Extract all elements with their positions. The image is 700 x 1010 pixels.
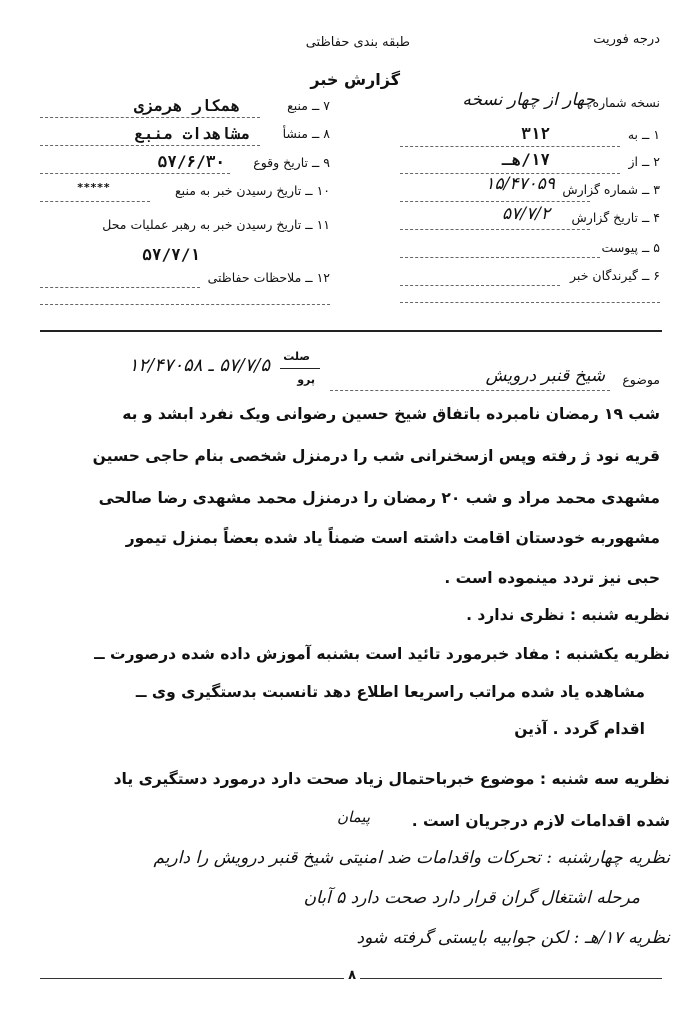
security-notes-label: ۱۲ ــ ملاحظات حفاظتی — [207, 270, 330, 285]
received-by-leader-value: ۵۷/۷/۱ — [142, 245, 200, 264]
report-date-line — [400, 229, 590, 230]
subject-label: موضوع — [622, 372, 660, 387]
received-by-leader-label: ۱۱ ــ تاریخ رسیدن خبر به رهبر عملیات محل — [102, 217, 330, 232]
report-number-label: ۳ ــ شماره گزارش — [562, 182, 660, 197]
page-number: ۸ — [344, 968, 360, 983]
classification-label: طبقه بندی حفاظتی — [305, 35, 410, 50]
attachment-label: ۵ ــ پیوست — [601, 240, 660, 255]
from-label: ۲ ــ از — [628, 154, 660, 169]
received-by-source-label: ۱۰ ــ تاریخ رسیدن خبر به منبع — [175, 183, 330, 198]
signature-short: پیمان — [337, 808, 370, 826]
from-value: ۱۷/هـ — [501, 150, 550, 169]
opinion-sunday-2: مشاهده یاد شده مراتب راسریعا اطلاع دهد تانسبت بدستگیری وی ــ — [135, 683, 645, 701]
received-by-source-value: ***** — [76, 181, 110, 194]
opinion-sunday-3: اقدام گردد . آذین — [514, 720, 645, 738]
header-divider — [40, 330, 662, 332]
security-notes-line — [40, 287, 200, 288]
body-line-1: شب ۱۹ رمضان نامبرده باتفاق شیخ حسین رضوانی ویک نفرد ابشد و به — [122, 405, 660, 423]
report-title: گزارش خبر — [310, 70, 400, 89]
copy-number-label: نسخه شماره — [592, 95, 660, 110]
source-label: ۷ ــ منبع — [287, 98, 330, 113]
origin-label: ۸ ــ منشأ — [282, 126, 330, 141]
occurrence-date-label: ۹ ــ تاریخ وقوع — [253, 155, 330, 170]
origin-line — [40, 145, 260, 146]
recipients-label: ۶ ــ گیرندگان خبر — [570, 268, 660, 283]
occurrence-date-line — [40, 173, 230, 174]
handwritten-line-2: مرحله اشتغال گران قرار دارد صحت دارد ۵ آبان — [303, 888, 640, 908]
recipients-line-2 — [400, 302, 660, 303]
origin-value: مشاهدات منبع — [134, 124, 250, 143]
opinion-tuesday-2: شده اقدامات لازم درجریان است . — [411, 812, 670, 830]
filing-bottom: پرو — [297, 373, 315, 386]
recipients-line — [400, 285, 560, 286]
filing-number: ۵۷/۷/۵ ـ ۱۲/۴۷۰۵۸ — [128, 355, 270, 376]
to-label: ۱ ــ به — [627, 127, 660, 142]
body-line-4: مشهوربه خودستان اقامت داشته است ضمناً یاد شده بعضاً بمنزل تیمور — [125, 529, 660, 547]
subject-value: شیخ قنبر درویش — [485, 366, 605, 386]
filing-divider — [280, 368, 320, 369]
attachment-line — [400, 257, 600, 258]
copy-number-value: چهار از چهار نسخه — [462, 90, 595, 110]
report-date-value: ۵۷/۷/۲ — [502, 204, 550, 224]
source-value: همکار هرمزی — [134, 96, 240, 115]
urgency-label: درجه فوریت — [593, 32, 660, 47]
report-date-label: ۴ ــ تاریخ گزارش — [571, 210, 660, 225]
source-line — [40, 117, 260, 118]
subject-line — [330, 390, 610, 391]
to-value: ۳۱۲ — [521, 124, 550, 143]
security-notes-line-2 — [40, 304, 330, 305]
handwritten-line-3: نظریه ۱۷/هـ : لکن جوابیه بایستی گرفته شود — [356, 928, 670, 948]
received-by-source-line — [40, 201, 150, 202]
handwritten-line-1: نظریه چهارشنبه : تحرکات واقدامات ضد امنیتی شیخ قنبر درویش را داریم — [153, 848, 670, 868]
opinion-tuesday-1: نظریه سه شنبه : موضوع خبرباحتمال زیاد صحت دارد درمورد دستگیری یاد — [113, 770, 670, 788]
body-line-3: مشهدی محمد مراد و شب ۲۰ رمضان را درمنزل محمد مشهدی رضا صالحی — [98, 489, 660, 507]
opinion-sunday-1: نظریه یکشنبه : مفاد خبرمورد تائید است بشنبه آموزش داده شده درصورت ــ — [94, 645, 670, 663]
report-number-value: ۱۵/۴۷۰۵۹ — [485, 174, 555, 194]
filing-top: صلت — [283, 350, 310, 363]
opinion-saturday: نظریه شنبه : نظری ندارد . — [466, 606, 670, 624]
occurrence-date-value: ۵۷/۶/۳۰ — [157, 152, 225, 171]
body-line-5: حبی نیز تردد مینموده است . — [444, 569, 660, 587]
report-number-line — [400, 201, 590, 202]
body-line-2: قریه نود ژ رفته وپس ازسخنرانی شب را درمنزل شخصی بنام حاجی حسین — [92, 447, 660, 465]
to-line — [400, 146, 620, 147]
